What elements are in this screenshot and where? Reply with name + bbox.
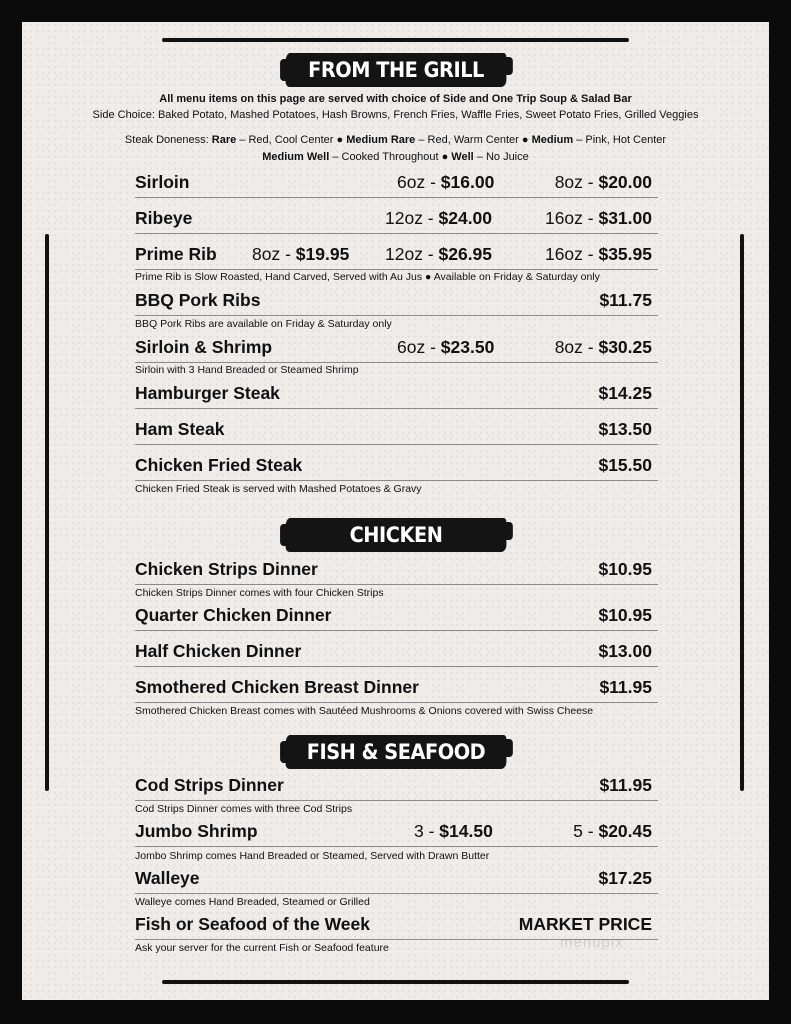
price-5: 5 - $20.45	[573, 821, 652, 841]
cfs-note: Chicken Fried Steak is served with Mashed Potatoes & Gravy	[135, 483, 422, 495]
prime-rib-note: Prime Rib is Slow Roasted, Hand Carved, Served with Au Jus ● Available on Friday & Saturday only	[135, 271, 600, 283]
chicken-strips-note: Chicken Strips Dinner comes with four Chicken Strips	[135, 587, 384, 599]
bbq-note: BBQ Pork Ribs are available on Friday & Saturday only	[135, 318, 392, 330]
menu-item-prime-rib: Prime Rib 8oz - $19.95 12oz - $26.95 16oz - $35.95	[135, 234, 658, 270]
sirloin-shrimp-note: Sirloin with 3 Hand Breaded or Steamed Shrimp	[135, 364, 359, 376]
menu-item-ribeye: Ribeye 12oz - $24.00 16oz - $31.00	[135, 198, 658, 234]
menu-item-chicken-strips: Chicken Strips Dinner $10.95	[135, 549, 658, 585]
price-16oz: 16oz - $35.95	[544, 244, 652, 264]
menu-item-ham-steak: Ham Steak $13.50	[135, 409, 658, 445]
price-12oz: 12oz - $26.95	[385, 244, 493, 264]
menu-item-sirloin: Sirloin 6oz - $16.00 8oz - $20.00	[135, 162, 658, 198]
price-12oz: 12oz - $24.00	[385, 208, 493, 228]
menu-item-chicken-fried-steak: Chicken Fried Steak $15.50	[135, 445, 658, 481]
price-8oz: 8oz - $19.95	[252, 244, 350, 264]
menu-item-quarter-chicken: Quarter Chicken Dinner $10.95	[135, 595, 658, 631]
steak-doneness-2: Medium Well – Cooked Throughout ● Well – No Juice	[262, 151, 529, 163]
side-choices: Side Choice: Baked Potato, Mashed Potatoes, Hash Browns, French Fries, Waffle Fries, Sweet Potato Fries, Grilled Veggies	[92, 109, 699, 121]
smothered-note: Smothered Chicken Breast comes with Sautéed Mushrooms & Onions covered with Swiss Cheese	[135, 705, 594, 717]
price-3: 3 - $14.50	[414, 821, 493, 841]
section-heading-fish: FISH & SEAFOOD	[286, 735, 507, 769]
menu-item-walleye: Walleye $17.25	[135, 858, 658, 894]
section-heading-chicken: CHICKEN	[286, 518, 507, 552]
menu-item-sirloin-shrimp: Sirloin & Shrimp 6oz - $23.50 8oz - $30.25	[135, 327, 658, 363]
shrimp-note: Jombo Shrimp comes Hand Breaded or Steamed, Served with Drawn Butter	[135, 850, 490, 862]
steak-doneness: Steak Doneness: Rare – Red, Cool Center ● Medium Rare – Red, Warm Center ● Medium – Pink, Hot Center	[124, 134, 667, 146]
price-8oz: 8oz - $30.25	[554, 337, 652, 357]
top-rule	[162, 38, 629, 42]
bottom-rule	[162, 980, 629, 984]
price-8oz: 8oz - $20.00	[554, 172, 652, 192]
price-6oz: 6oz - $23.50	[397, 337, 495, 357]
menu-item-jumbo-shrimp: Jumbo Shrimp 3 - $14.50 5 - $20.45	[135, 811, 658, 847]
price-6oz: 6oz - $16.00	[397, 172, 495, 192]
menu-item-hamburger-steak: Hamburger Steak $14.25	[135, 373, 658, 409]
menu-item-half-chicken: Half Chicken Dinner $13.00	[135, 631, 658, 667]
menu-item-fish-of-week: Fish or Seafood of the Week MARKET PRICE	[135, 904, 658, 940]
menu-intro: All menu items on this page are served with choice of Side and One Trip Soup & Salad Bar	[159, 93, 632, 105]
walleye-note: Walleye comes Hand Breaded, Steamed or Grilled	[135, 896, 370, 908]
left-rule	[45, 234, 49, 791]
menu-item-cod-strips: Cod Strips Dinner $11.95	[135, 765, 658, 801]
right-rule	[740, 234, 744, 791]
cod-note: Cod Strips Dinner comes with three Cod Strips	[135, 803, 353, 815]
watermark: menupix	[560, 934, 624, 951]
fish-week-note: Ask your server for the current Fish or Seafood feature	[135, 942, 389, 954]
section-heading-grill: FROM THE GRILL	[286, 53, 507, 87]
menu-item-smothered-chicken: Smothered Chicken Breast Dinner $11.95	[135, 667, 658, 703]
menu-item-bbq-ribs: BBQ Pork Ribs $11.75	[135, 280, 658, 316]
price-16oz: 16oz - $31.00	[544, 208, 652, 228]
